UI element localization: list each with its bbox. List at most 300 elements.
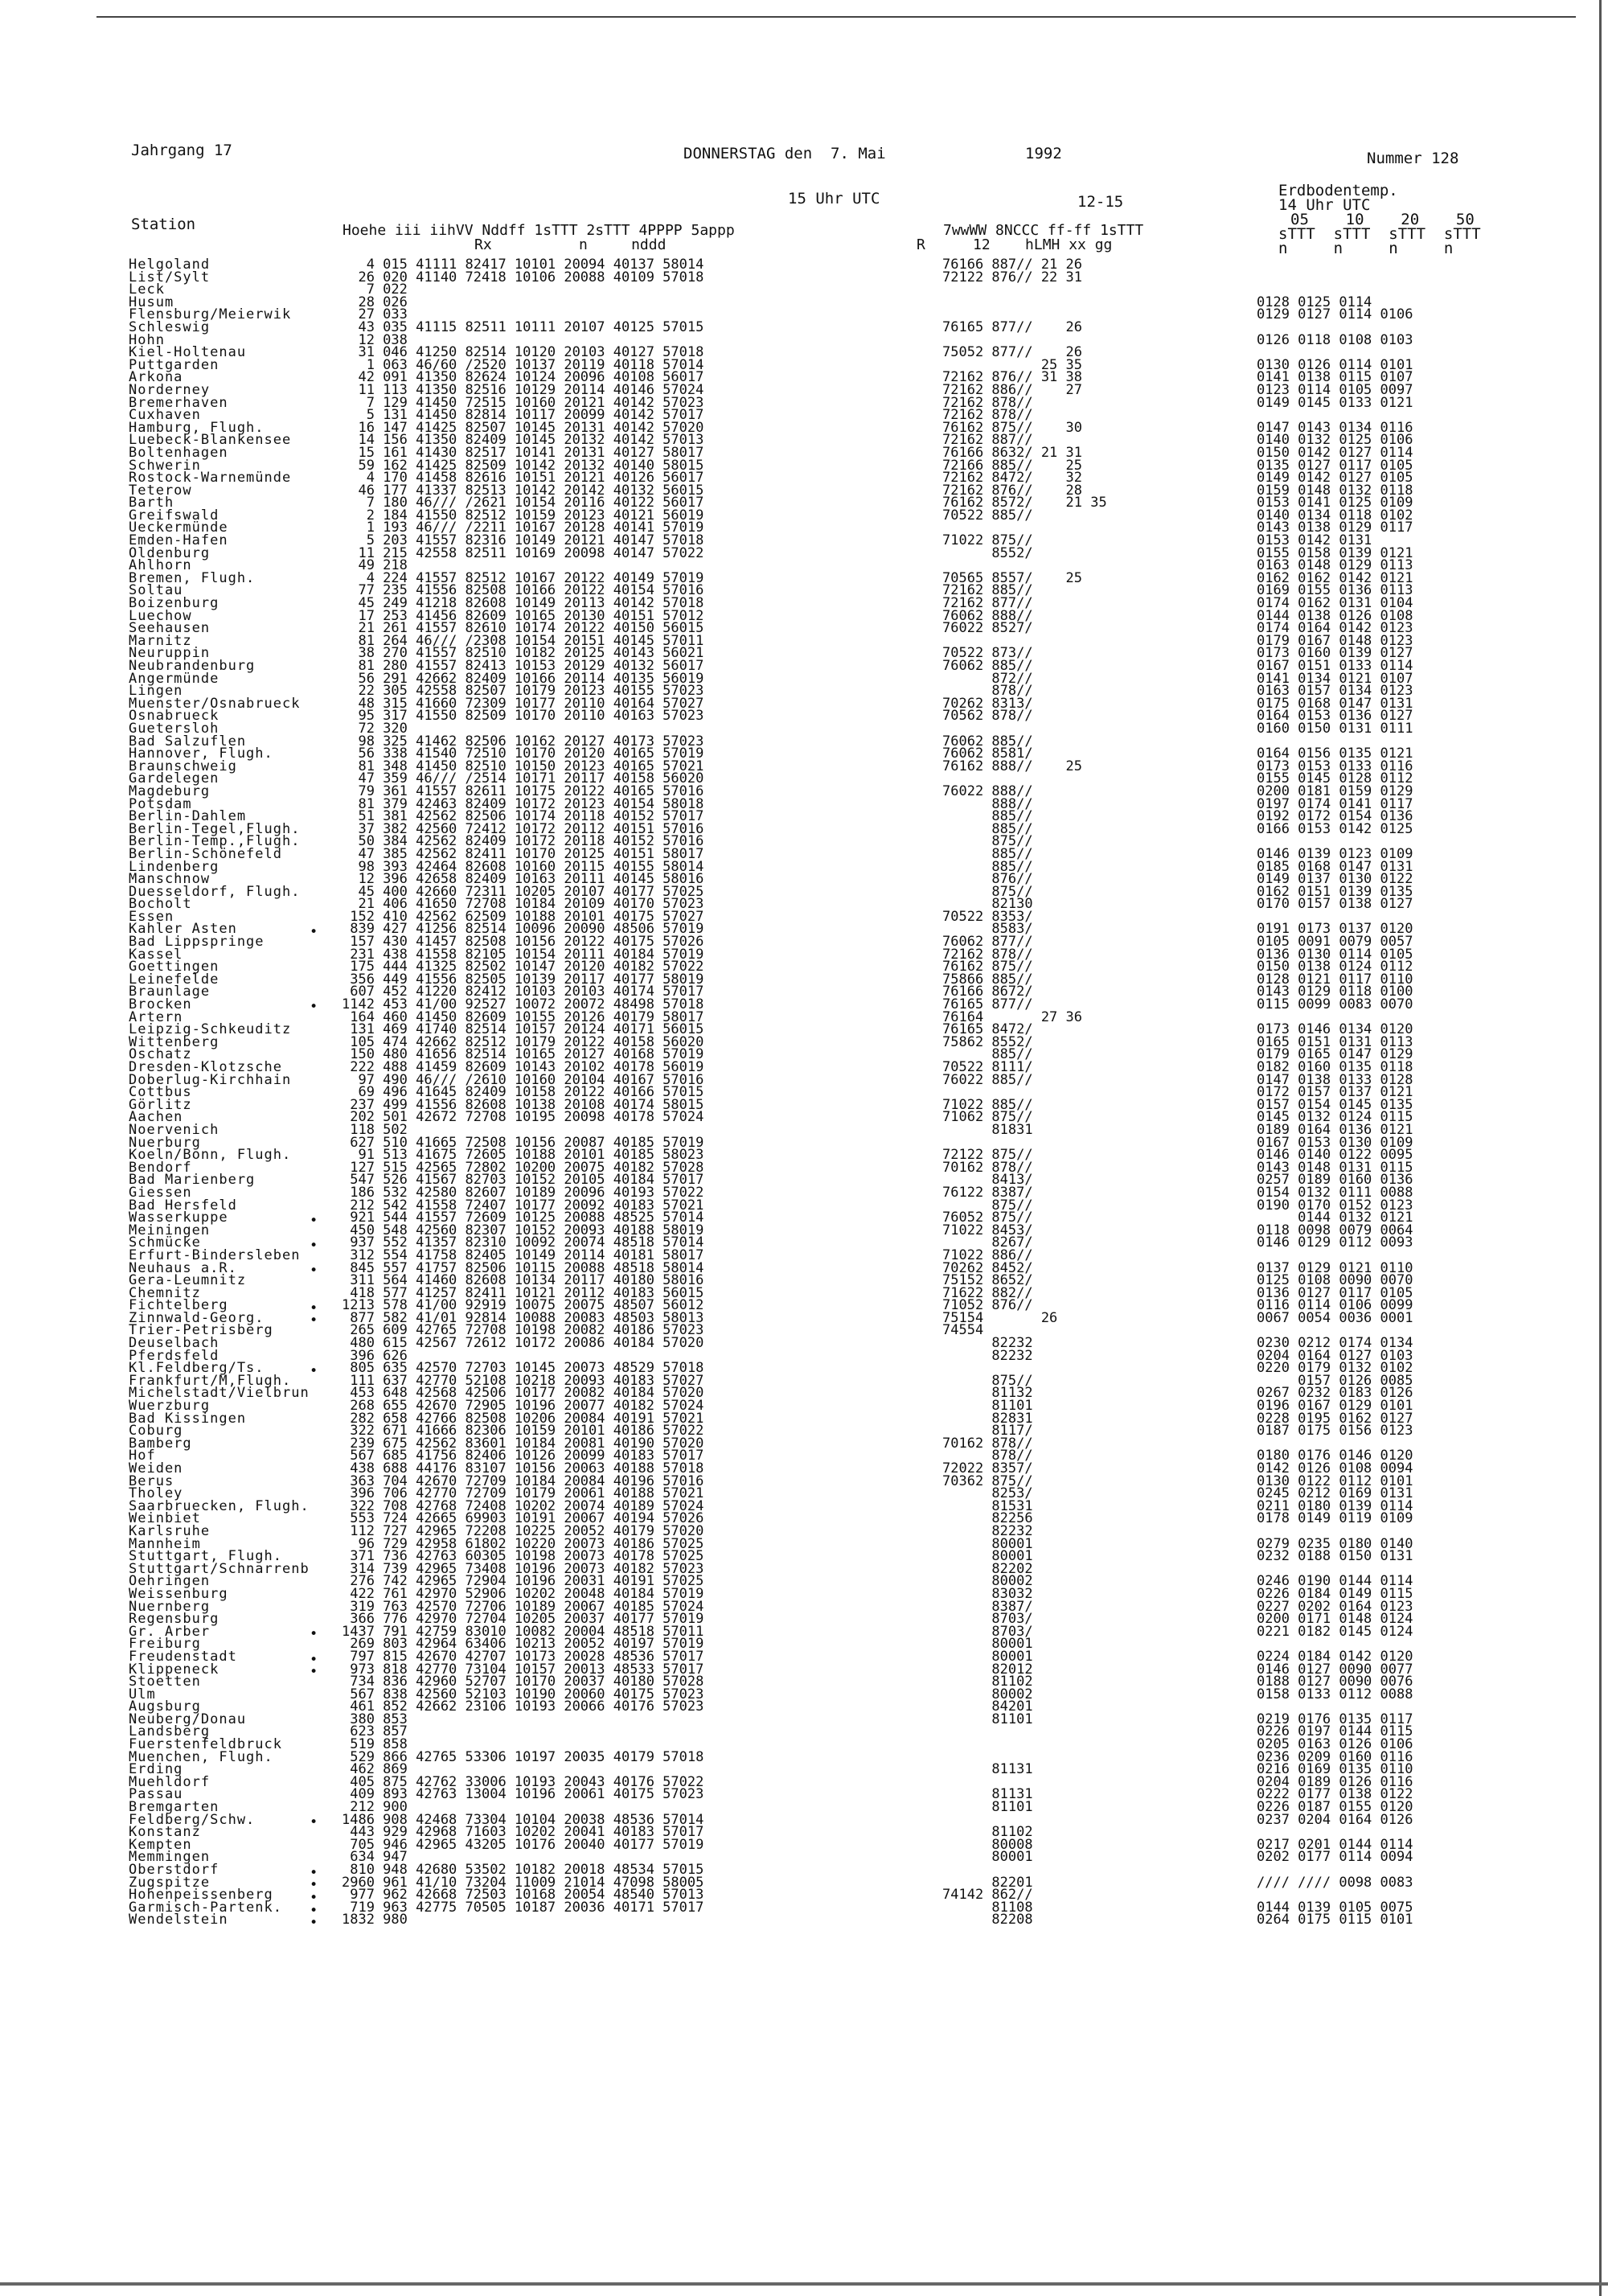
station-name: Neuhaus a.R. <box>129 1259 237 1276</box>
station-column <box>129 259 310 1927</box>
row-ww: 70522 873// <box>942 645 1033 662</box>
station-name: Bad Marienberg <box>129 1172 256 1189</box>
row-main: 186 532 42580 82607 10189 20096 40193 57022 <box>342 1184 704 1201</box>
station-name: Arkona <box>129 369 183 386</box>
row-soil: 0187 0175 0156 0123 <box>1257 1423 1413 1440</box>
row-ww: 74554 <box>942 1322 984 1339</box>
station-name: Klippeneck <box>129 1661 219 1678</box>
row-ww: 74142 862// <box>942 1887 1033 1904</box>
row-soil: 0217 0201 0144 0114 <box>1257 1836 1413 1853</box>
row-main: 111 637 42770 52108 10218 20093 40183 57027 <box>342 1372 704 1389</box>
row-soil: 0197 0174 0141 0117 <box>1257 795 1413 812</box>
station-name: Doberlug-Kirchhain <box>129 1071 292 1088</box>
row-ww <box>942 1739 1107 1752</box>
row-main: 380 853 <box>342 1711 408 1727</box>
row-ww: 70562 878// <box>942 708 1033 725</box>
page-border-top <box>96 16 1576 18</box>
row-main: 634 947 <box>342 1849 408 1866</box>
row-main: 322 671 41666 82306 10159 20101 40186 57022 <box>342 1423 704 1440</box>
row-soil: 0226 0187 0155 0120 <box>1257 1799 1413 1816</box>
row-soil: 0143 0138 0129 0117 <box>1257 520 1413 536</box>
station-name: Berlin-Schönefeld <box>129 845 282 862</box>
row-main: 91 513 41675 72605 10188 20101 40185 58023 <box>342 1147 704 1164</box>
station-name: Berlin-Tegel,Flugh. <box>129 820 301 837</box>
row-soil: 0160 0150 0131 0111 <box>1257 720 1413 737</box>
row-main: 11 113 41350 82516 10129 20114 40146 57024 <box>342 381 704 398</box>
station-name: Bad Salzuflen <box>129 733 247 750</box>
row-ww: 888// <box>942 795 1033 812</box>
row-ww: 70262 8313/ <box>942 695 1033 712</box>
row-ww: 76022 885// <box>942 1071 1033 1088</box>
weather-column <box>942 259 1107 1927</box>
row-main: 607 452 41220 82412 10103 20103 40174 57017 <box>342 984 704 1000</box>
station-name: Schleswig <box>129 318 211 335</box>
row-main: 443 929 42968 71603 10202 20041 40183 57017 <box>342 1824 704 1841</box>
row-ww: 8583/ <box>942 921 1033 938</box>
station-name: Bremen, Flugh. <box>129 569 256 586</box>
station-name: Flensburg/Meierwik <box>129 306 292 323</box>
row-ww: 878// <box>942 1448 1033 1464</box>
row-soil: 0227 0202 0164 0123 <box>1257 1598 1413 1615</box>
row-main: 69 496 41645 82409 10158 20122 40166 57015 <box>342 1084 704 1101</box>
station-name: Barth <box>129 495 174 511</box>
row-ww: 76162 8572/ 21 35 <box>942 495 1107 511</box>
station-name: Leipzig-Schkeuditz <box>129 1021 292 1038</box>
row-ww: 72162 8472/ 32 <box>942 470 1082 487</box>
row-main: 977 962 42668 72503 10168 20054 48540 57013 <box>342 1887 704 1904</box>
row-soil: 0205 0163 0126 0106 <box>1257 1736 1413 1753</box>
station-name: Teterow <box>129 482 192 499</box>
ww-header-2: 12 hLMH xx gg <box>973 236 1113 253</box>
row-main: 567 838 42560 52103 10190 20060 40175 57023 <box>342 1686 704 1702</box>
row-main: 21 406 41650 72708 10184 20109 40170 57023 <box>342 896 704 913</box>
row-ww: 875// <box>942 883 1033 900</box>
row-main: 12 038 <box>342 331 408 348</box>
mountain-station-marker: • <box>310 1212 318 1229</box>
row-main: 705 946 42965 43205 10176 20040 40177 57019 <box>342 1836 704 1853</box>
station-name: Berlin-Temp.,Flugh. <box>129 833 301 850</box>
row-main: 81 348 41450 82510 10150 20123 40165 57021 <box>342 758 704 774</box>
row-main: 1486 908 42468 73304 10104 20038 48536 57014 <box>342 1811 704 1828</box>
row-main: 105 474 42662 82512 10179 20122 40158 56020 <box>342 1033 704 1050</box>
row-soil: 0267 0232 0183 0126 <box>1257 1385 1413 1402</box>
page-border-bottom <box>0 2282 1608 2286</box>
row-soil: 0185 0168 0147 0131 <box>1257 858 1413 875</box>
station-name: Nuernberg <box>129 1598 211 1615</box>
row-ww: 82232 <box>942 1335 1033 1352</box>
row-main: 79 361 41557 82611 10175 20122 40165 57016 <box>342 782 704 799</box>
station-name: Bamberg <box>129 1435 192 1452</box>
row-main: 14 156 41350 82409 10145 20132 40142 57013 <box>342 432 704 449</box>
row-main: 734 836 42960 52707 10170 20037 40180 57028 <box>342 1674 704 1690</box>
row-soil: 0237 0204 0164 0126 <box>1257 1811 1413 1828</box>
row-main: 2 184 41550 82512 10159 20123 40121 56019 <box>342 507 704 524</box>
row-ww: 80001 <box>942 1849 1033 1866</box>
row-ww: 76164 27 36 <box>942 1008 1082 1025</box>
row-soil: 0191 0173 0137 0120 <box>1257 921 1413 938</box>
row-soil: 0157 0154 0145 0135 <box>1257 1096 1413 1113</box>
row-ww: 80001 <box>942 1636 1033 1653</box>
row-soil: 0153 0142 0131 <box>1257 532 1372 549</box>
soil-title: Erdbodentemp. <box>1278 182 1398 199</box>
station-name: Stuttgart/Schnarrenb <box>129 1560 310 1577</box>
station-name: Berus <box>129 1472 174 1489</box>
row-ww <box>942 284 1107 297</box>
row-ww: 885// <box>942 808 1033 825</box>
row-main: 212 542 41558 72407 10177 20092 40183 57021 <box>342 1197 704 1214</box>
row-main: 4 170 41458 82616 10151 20121 40126 56017 <box>342 470 704 487</box>
mountain-station-marker: • <box>310 1664 318 1681</box>
row-ww: 82208 <box>942 1912 1033 1928</box>
row-soil: 0137 0129 0121 0110 <box>1257 1259 1413 1276</box>
row-ww: 80001 <box>942 1535 1033 1552</box>
row-ww: 76062 8581/ <box>942 745 1033 762</box>
row-ww: 885// <box>942 845 1033 862</box>
station-name: Hamburg, Flugh. <box>129 419 265 436</box>
row-ww: 82130 <box>942 896 1033 913</box>
station-name: Giessen <box>129 1184 192 1201</box>
row-ww: 8703/ <box>942 1611 1033 1628</box>
row-ww: 76165 877// 26 <box>942 318 1082 335</box>
row-ww: 83032 <box>942 1585 1033 1602</box>
row-ww: 72162 885// <box>942 582 1033 599</box>
station-name: Muehldorf <box>129 1773 211 1790</box>
row-main: 371 736 42763 60305 10198 20073 40178 57025 <box>342 1548 704 1565</box>
station-name: Fichtelberg <box>129 1297 228 1314</box>
row-soil: 0142 0126 0108 0094 <box>1257 1460 1413 1477</box>
station-name: Schwerin <box>129 457 201 474</box>
row-soil: 0129 0127 0114 0106 <box>1257 306 1413 323</box>
row-soil: 0067 0054 0036 0001 <box>1257 1309 1413 1326</box>
row-main: 26 020 41140 72418 10106 20088 40109 57018 <box>342 269 704 285</box>
date: DONNERSTAG den 7. Mai <box>683 145 886 162</box>
row-ww: 71052 876// <box>942 1297 1033 1314</box>
row-soil: 0204 0164 0127 0103 <box>1257 1347 1413 1364</box>
station-name: Potsdam <box>129 795 192 812</box>
row-main: 81 280 41557 82413 10153 20129 40132 56017 <box>342 658 704 674</box>
row-main: 1213 578 41/00 92919 10075 20075 48507 56012 <box>342 1297 704 1314</box>
soil-temp-column <box>1257 259 1413 1927</box>
station-name: Bendorf <box>129 1159 192 1176</box>
station-name: Kiel-Holtenau <box>129 344 247 361</box>
station-name: Osnabrueck <box>129 708 219 725</box>
row-main: 1 193 46/// /2211 10167 20128 40141 57019 <box>342 520 704 536</box>
row-main: 112 727 42965 72208 10225 20052 40179 57020 <box>342 1522 704 1539</box>
row-main: 547 526 41567 82703 10152 20105 40184 57017 <box>342 1172 704 1189</box>
station-name: Noervenich <box>129 1121 219 1138</box>
station-name: Luebeck-Blankensee <box>129 432 292 449</box>
row-ww: 72166 885// 25 <box>942 457 1082 474</box>
row-soil: 0130 0126 0114 0101 <box>1257 356 1413 373</box>
row-main: 49 218 <box>342 557 408 574</box>
row-soil: 0200 0171 0148 0124 <box>1257 1611 1413 1628</box>
row-ww: 70262 8452/ <box>942 1259 1033 1276</box>
row-ww: 72122 876// 22 31 <box>942 269 1082 285</box>
station-name: Soltau <box>129 582 183 599</box>
row-main: 312 554 41758 82405 10149 20114 40181 58017 <box>342 1247 704 1263</box>
soil-time: 14 Uhr UTC <box>1278 196 1371 214</box>
row-ww: 82012 <box>942 1661 1033 1678</box>
mountain-station-marker: • <box>310 1300 318 1316</box>
station-name: Erfurt-Bindersleben <box>129 1247 301 1263</box>
mountain-station-marker: • <box>310 923 318 940</box>
row-soil: 0146 0140 0122 0095 <box>1257 1147 1413 1164</box>
station-name: List/Sylt <box>129 269 211 285</box>
mountain-station-marker: • <box>310 1877 318 1894</box>
row-main: 396 626 <box>342 1347 408 1364</box>
row-soil: 0116 0114 0106 0099 <box>1257 1297 1413 1314</box>
row-soil: 0140 0132 0125 0106 <box>1257 432 1413 449</box>
row-main: 5 131 41450 82814 10117 20099 40142 57017 <box>342 407 704 424</box>
time-label: 15 Uhr UTC <box>788 190 880 207</box>
row-ww: 71022 8453/ <box>942 1222 1033 1238</box>
row-main: 164 460 41450 82609 10155 20126 40179 58017 <box>342 1008 704 1025</box>
row-ww: 76062 885// <box>942 733 1033 750</box>
row-ww: 76062 877// <box>942 934 1033 951</box>
station-name: Memmingen <box>129 1849 211 1866</box>
row-soil: 0163 0157 0134 0123 <box>1257 683 1413 700</box>
row-ww: 70522 8353/ <box>942 908 1033 925</box>
row-soil: 0230 0212 0174 0134 <box>1257 1335 1413 1352</box>
station-name: Leck <box>129 281 165 298</box>
station-name: Lingen <box>129 683 183 700</box>
soil-codes-n: n n n n <box>1278 240 1454 257</box>
row-ww: 82202 <box>942 1560 1033 1577</box>
station-name: Augsburg <box>129 1698 201 1715</box>
station-name: Magdeburg <box>129 782 211 799</box>
row-ww: 8703/ <box>942 1623 1033 1640</box>
mountain-station-marker: • <box>310 1915 318 1932</box>
row-main: 157 430 41457 82508 10156 20122 40175 57026 <box>342 934 704 951</box>
station-name: Hannover, Flugh. <box>129 745 273 762</box>
row-main: 98 325 41462 82506 10162 20127 40173 57023 <box>342 733 704 750</box>
station-name: Seehausen <box>129 620 211 637</box>
row-soil: 0190 0170 0152 0123 <box>1257 1197 1413 1214</box>
row-main: 719 963 42775 70505 10187 20036 40171 57017 <box>342 1899 704 1916</box>
main-header: Hoehe iii iihVV Nddff 1sTTT 2sTTT 4PPPP 5appp <box>343 222 735 239</box>
row-main: 2960 961 41/10 73204 11009 21014 47098 58005 <box>342 1874 704 1891</box>
row-main: 38 270 41557 82510 10182 20125 40143 56021 <box>342 645 704 662</box>
row-ww: 75866 885// <box>942 971 1033 988</box>
row-ww: 71622 882// <box>942 1284 1033 1301</box>
row-soil: 0169 0155 0136 0113 <box>1257 582 1413 599</box>
row-soil: 0125 0108 0090 0070 <box>1257 1272 1413 1289</box>
row-soil <box>1257 272 1413 285</box>
station-name: Gardelegen <box>129 770 219 787</box>
station-name: Trier-Petrisberg <box>129 1322 273 1339</box>
row-soil: 0158 0133 0112 0088 <box>1257 1686 1413 1702</box>
row-main: 314 739 42965 73408 10196 20073 40182 57023 <box>342 1560 704 1577</box>
station-name: Puttgarden <box>129 356 219 373</box>
station-name: Wendelstein <box>129 1912 228 1928</box>
row-ww: 75154 26 <box>942 1309 1058 1326</box>
row-ww: 82201 <box>942 1874 1033 1891</box>
row-ww: 81531 <box>942 1497 1033 1514</box>
row-ww: 76162 875// <box>942 959 1033 975</box>
row-soil: 0178 0149 0119 0109 <box>1257 1510 1413 1527</box>
row-soil: 0174 0164 0142 0123 <box>1257 620 1413 637</box>
row-main: 81 264 46/// /2308 10154 20151 40145 57011 <box>342 632 704 649</box>
row-main: 418 577 41257 82411 10121 20112 40183 56015 <box>342 1284 704 1301</box>
row-main: 22 305 42558 82507 10179 20123 40155 57023 <box>342 683 704 700</box>
row-ww: 70362 875// <box>942 1472 1033 1489</box>
row-soil: 0257 0189 0160 0136 <box>1257 1172 1413 1189</box>
row-main: 276 742 42965 72904 10196 20031 40191 57025 <box>342 1573 704 1590</box>
station-name: Emden-Hafen <box>129 532 228 549</box>
row-ww: 81101 <box>942 1711 1033 1727</box>
row-ww: 72162 887// <box>942 432 1033 449</box>
row-soil: 0118 0098 0079 0064 <box>1257 1222 1413 1238</box>
row-soil: 0165 0151 0131 0113 <box>1257 1033 1413 1050</box>
period-label: 12-15 <box>1077 193 1124 211</box>
row-main: 461 852 42662 23106 10193 20066 40176 57023 <box>342 1698 704 1715</box>
row-main: 239 675 42562 83601 10184 20081 40190 57020 <box>342 1435 704 1452</box>
station-name: Marnitz <box>129 632 192 649</box>
row-ww: 70162 878// <box>942 1435 1033 1452</box>
row-main: 921 544 41557 72609 10125 20088 48525 57014 <box>342 1210 704 1226</box>
row-soil <box>1257 259 1413 272</box>
station-name: Artern <box>129 1008 183 1025</box>
row-main: 42 091 41350 82624 10124 20096 40108 56017 <box>342 369 704 386</box>
row-soil: 0115 0099 0083 0070 <box>1257 996 1413 1013</box>
row-soil: 0154 0132 0111 0088 <box>1257 1184 1413 1201</box>
row-ww: 876// <box>942 871 1033 888</box>
row-ww: 8413/ <box>942 1172 1033 1189</box>
row-soil: 0228 0195 0162 0127 <box>1257 1410 1413 1427</box>
row-main: 529 866 42765 53306 10197 20035 40179 57018 <box>342 1748 704 1765</box>
row-soil: 0173 0153 0133 0116 <box>1257 758 1413 774</box>
row-soil: 0162 0162 0142 0121 <box>1257 569 1413 586</box>
station-name: Kl.Feldberg/Ts. <box>129 1360 265 1377</box>
row-main: 47 359 46/// /2514 10171 20117 40158 56020 <box>342 770 704 787</box>
row-soil: 0123 0114 0105 0097 <box>1257 381 1413 398</box>
row-soil: 0159 0148 0132 0118 <box>1257 482 1413 499</box>
station-name: Braunlage <box>129 984 211 1000</box>
row-ww: 76022 8527/ <box>942 620 1033 637</box>
row-ww: 8253/ <box>942 1485 1033 1502</box>
row-main: 56 291 42662 82409 10166 20114 40135 56019 <box>342 670 704 687</box>
row-soil: 0149 0145 0133 0121 <box>1257 394 1413 411</box>
row-ww: 72162 878// <box>942 946 1033 963</box>
station-name: Hohenpeissenberg <box>129 1887 273 1904</box>
station-name: Michelstadt/Vielbrun <box>129 1385 310 1402</box>
station-name: Goettingen <box>129 959 219 975</box>
row-main: 16 147 41425 82507 10145 20131 40142 57020 <box>342 419 704 436</box>
row-soil: 0167 0151 0133 0114 <box>1257 658 1413 674</box>
station-name: Weissenburg <box>129 1585 228 1602</box>
mountain-station-marker: • <box>310 1814 318 1831</box>
station-name: Braunschweig <box>129 758 237 774</box>
row-ww: 82232 <box>942 1347 1033 1364</box>
row-main: 311 564 41460 82608 10134 20117 40180 58016 <box>342 1272 704 1289</box>
station-name: Berlin-Dahlem <box>129 808 247 825</box>
station-name: Freiburg <box>129 1636 201 1653</box>
row-soil: 0146 0129 0112 0093 <box>1257 1234 1413 1251</box>
mountain-station-marker: • <box>310 999 318 1016</box>
row-soil: 0144 0138 0126 0108 <box>1257 607 1413 624</box>
station-name: Tholey <box>129 1485 183 1502</box>
station-name: Rostock-Warnemünde <box>129 470 292 487</box>
row-soil: 0155 0158 0139 0121 <box>1257 544 1413 561</box>
row-soil: 0204 0189 0126 0116 <box>1257 1773 1413 1790</box>
station-name: Freudenstadt <box>129 1648 237 1665</box>
station-name: Landsberg <box>129 1723 211 1740</box>
station-name: Oschatz <box>129 1046 192 1063</box>
row-soil: 0136 0130 0114 0105 <box>1257 946 1413 963</box>
station-name: Görlitz <box>129 1096 192 1113</box>
row-soil: 0180 0176 0146 0120 <box>1257 1448 1413 1464</box>
row-soil: 0188 0127 0090 0076 <box>1257 1674 1413 1690</box>
row-ww: 75152 8652/ <box>942 1272 1033 1289</box>
row-soil: 0167 0153 0130 0109 <box>1257 1134 1413 1151</box>
row-ww: 81108 <box>942 1899 1033 1916</box>
station-name: Boltenhagen <box>129 444 228 461</box>
row-ww: 71022 886// <box>942 1247 1033 1263</box>
row-soil: 0182 0160 0135 0118 <box>1257 1059 1413 1075</box>
row-soil: 0189 0164 0136 0121 <box>1257 1121 1413 1138</box>
row-main: 43 035 41115 82511 10111 20107 40125 57015 <box>342 318 704 335</box>
nummer: Nummer 128 <box>1367 150 1459 167</box>
station-name: Bocholt <box>129 896 192 913</box>
row-soil: 0246 0190 0144 0114 <box>1257 1573 1413 1590</box>
row-ww: 70162 878// <box>942 1159 1033 1176</box>
row-soil: 0130 0122 0112 0101 <box>1257 1472 1413 1489</box>
row-ww: 875// <box>942 1372 1033 1389</box>
row-main: 627 510 41665 72508 10156 20087 40185 57019 <box>342 1134 704 1151</box>
row-main: 7 022 <box>342 281 408 298</box>
row-ww: 8117/ <box>942 1423 1033 1440</box>
row-ww <box>942 1726 1107 1739</box>
page-border-right <box>1599 0 1602 2296</box>
station-name: Muenster/Osnabrueck <box>129 695 301 712</box>
row-main: 96 729 42958 61802 10220 20073 40186 57025 <box>342 1535 704 1552</box>
station-name: Gr. Arber <box>129 1623 211 1640</box>
station-name: Ahlhorn <box>129 557 192 574</box>
row-main: 366 776 42970 72704 10205 20037 40177 57019 <box>342 1611 704 1628</box>
row-soil: 0226 0197 0144 0115 <box>1257 1723 1413 1740</box>
row-main: 31 046 41250 82514 10120 20103 40127 57018 <box>342 344 704 361</box>
row-soil: 0150 0138 0124 0112 <box>1257 959 1413 975</box>
station-header: Station <box>131 216 196 233</box>
row-main: 231 438 41558 82105 10154 20111 40184 57019 <box>342 946 704 963</box>
row-main: 127 515 42565 72802 10200 20075 40182 57028 <box>342 1159 704 1176</box>
row-ww: 71062 875// <box>942 1109 1033 1126</box>
row-main: 268 655 42670 72905 10196 20077 40182 57024 <box>342 1398 704 1415</box>
row-soil: 0149 0142 0127 0105 <box>1257 470 1413 487</box>
row-soil: 0150 0142 0127 0114 <box>1257 444 1413 461</box>
row-soil: 0157 0126 0085 <box>1257 1372 1413 1389</box>
row-main: 15 161 41430 82517 10141 20131 40127 58017 <box>342 444 704 461</box>
row-ww: 81131 <box>942 1786 1033 1803</box>
station-name: Angermünde <box>129 670 219 687</box>
row-ww: 72022 8357/ <box>942 1460 1033 1477</box>
row-soil: 0179 0165 0147 0129 <box>1257 1046 1413 1063</box>
row-ww: 82256 <box>942 1510 1033 1527</box>
row-ww: 72162 878// <box>942 407 1033 424</box>
row-soil: 0219 0176 0135 0117 <box>1257 1711 1413 1727</box>
row-ww: 76165 877// <box>942 996 1033 1013</box>
row-soil: 0144 0132 0121 <box>1257 1210 1413 1226</box>
row-soil: 0162 0151 0139 0135 <box>1257 883 1413 900</box>
row-main: 56 338 41540 72510 10170 20120 40165 57019 <box>342 745 704 762</box>
row-soil: 0200 0181 0159 0129 <box>1257 782 1413 799</box>
row-main: 45 400 42660 72311 10205 20107 40177 57025 <box>342 883 704 900</box>
row-main: 118 502 <box>342 1121 408 1138</box>
row-soil: 0164 0153 0136 0127 <box>1257 708 1413 725</box>
row-main: 81 379 42463 82409 10172 20123 40154 58018 <box>342 795 704 812</box>
station-name: Regensburg <box>129 1611 219 1628</box>
row-soil: 0128 0121 0117 0110 <box>1257 971 1413 988</box>
